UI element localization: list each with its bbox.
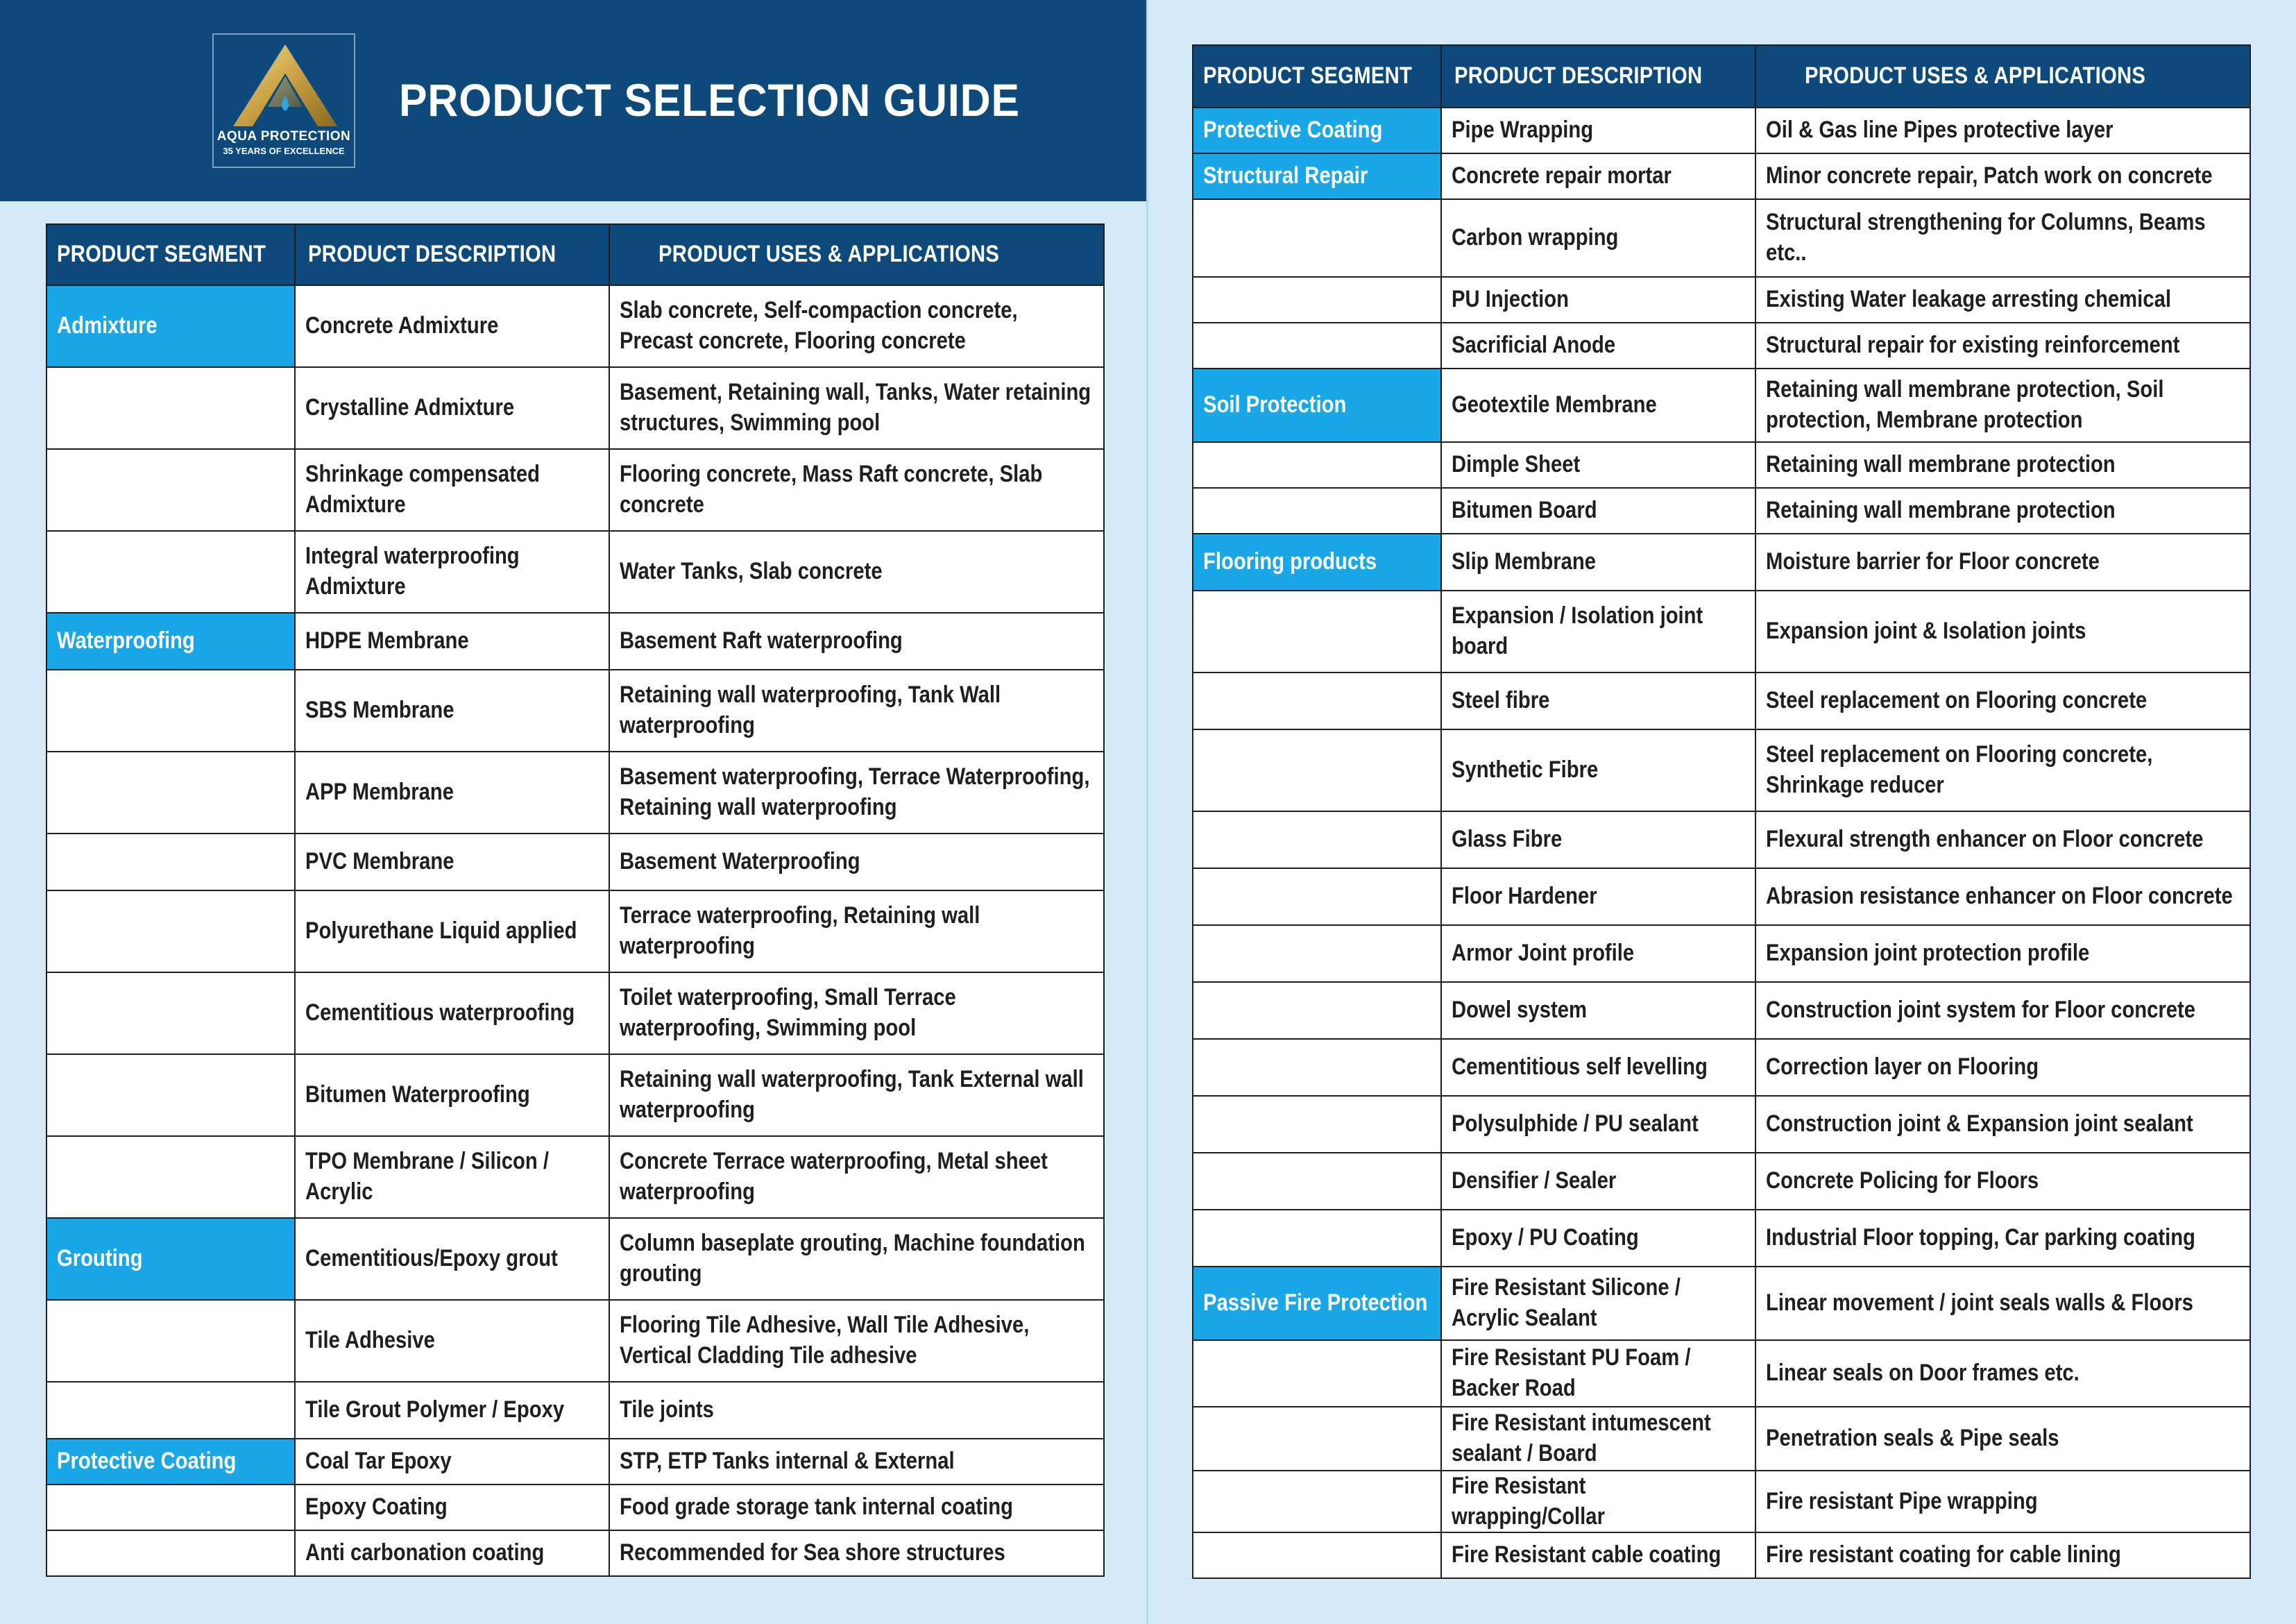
table-header-row [1193,45,2250,108]
table-row [1193,277,2250,323]
uses-cell: Flooring Tile Adhesive, Wall Tile Adhesive, Vertical Cladding Tile adhesive [609,1300,1104,1382]
table-row [46,1054,1104,1136]
description-cell: Glass Fibre [1441,811,1755,868]
brand-logo [212,33,355,168]
description-cell: Tile Grout Polymer / Epoxy [295,1382,609,1439]
description-cell: Concrete Admixture [295,285,609,367]
table-row [1193,1340,2250,1407]
table-row [46,613,1104,670]
description-cell: Epoxy / PU Coating [1441,1210,1755,1267]
uses-cell: Existing Water leakage arresting chemical [1755,277,2250,323]
description-cell: Fire Resistant cable coating [1441,1532,1755,1578]
segment-cell [1193,199,1441,277]
description-cell: Armor Joint profile [1441,925,1755,982]
description-cell: Sacrificial Anode [1441,323,1755,369]
segment-cell [1193,811,1441,868]
description-cell: APP Membrane [295,752,609,834]
segment-cell [1193,925,1441,982]
segment-cell [46,1485,295,1530]
description-cell: Fire Resistant intumescent sealant / Board [1441,1407,1755,1471]
table-row [1193,1267,2250,1340]
description-cell: Fire Resistant wrapping/Collar [1441,1471,1755,1532]
uses-cell: Slab concrete, Self-compaction concrete, Precast concrete, Flooring concrete [609,285,1104,367]
uses-cell: Penetration seals & Pipe seals [1755,1407,2250,1471]
segment-cell: Admixture [46,285,295,367]
segment-cell [1193,488,1441,534]
segment-cell [46,531,295,613]
table-row [1193,982,2250,1039]
uses-cell: Concrete Terrace waterproofing, Metal sheet waterproofing [609,1136,1104,1218]
table-row [1193,1210,2250,1267]
uses-cell: Minor concrete repair, Patch work on concrete [1755,153,2250,199]
header-product-description: PRODUCT DESCRIPTION [1441,45,1755,108]
segment-cell [1193,1471,1441,1532]
uses-cell: Expansion joint & Isolation joints [1755,591,2250,673]
description-cell: PU Injection [1441,277,1755,323]
segment-cell [1193,868,1441,925]
uses-cell: Linear seals on Door frames etc. [1755,1340,2250,1407]
segment-cell: Structural Repair [1193,153,1441,199]
table-row [1193,1532,2250,1578]
table-row [1193,488,2250,534]
uses-cell: Flooring concrete, Mass Raft concrete, Slab concrete [609,449,1104,531]
table-header-row [46,224,1104,285]
segment-cell: Waterproofing [46,613,295,670]
description-cell: SBS Membrane [295,670,609,752]
description-cell: Concrete repair mortar [1441,153,1755,199]
uses-cell: Moisture barrier for Floor concrete [1755,534,2250,591]
description-cell: Epoxy Coating [295,1485,609,1530]
description-cell: Integral waterproofing Admixture [295,531,609,613]
right-product-table [1192,44,2251,1579]
description-cell: HDPE Membrane [295,613,609,670]
uses-cell: Basement Raft waterproofing [609,613,1104,670]
uses-cell: STP, ETP Tanks internal & External [609,1439,1104,1485]
table-row [46,1136,1104,1218]
header-product-uses: PRODUCT USES & APPLICATIONS [609,224,1104,285]
segment-cell [46,890,295,972]
uses-cell: Column baseplate grouting, Machine foundation grouting [609,1218,1104,1300]
table-row [1193,153,2250,199]
description-cell: Dimple Sheet [1441,442,1755,488]
segment-cell [46,834,295,890]
description-cell: Bitumen Waterproofing [295,1054,609,1136]
segment-cell: Passive Fire Protection [1193,1267,1441,1340]
description-cell: Fire Resistant Silicone / Acrylic Sealant [1441,1267,1755,1340]
segment-cell [1193,1532,1441,1578]
uses-cell: Construction joint & Expansion joint sealant [1755,1096,2250,1153]
uses-cell: Retaining wall waterproofing, Tank Wall waterproofing [609,670,1104,752]
description-cell: Cementitious/Epoxy grout [295,1218,609,1300]
table-row [1193,1096,2250,1153]
segment-cell: Grouting [46,1218,295,1300]
table-row [46,670,1104,752]
segment-cell [1193,982,1441,1039]
segment-cell [1193,673,1441,729]
uses-cell: Structural repair for existing reinforcement [1755,323,2250,369]
segment-cell [46,1382,295,1439]
segment-cell [1193,729,1441,811]
table-row [1193,323,2250,369]
uses-cell: Retaining wall waterproofing, Tank External wall waterproofing [609,1054,1104,1136]
uses-cell: Expansion joint protection profile [1755,925,2250,982]
segment-cell [1193,1039,1441,1096]
uses-cell: Fire resistant coating for cable lining [1755,1532,2250,1578]
description-cell: PVC Membrane [295,834,609,890]
description-cell: Densifier / Sealer [1441,1153,1755,1210]
table-row [46,1485,1104,1530]
description-cell: Synthetic Fibre [1441,729,1755,811]
description-cell: Shrinkage compensated Admixture [295,449,609,531]
description-cell: Floor Hardener [1441,868,1755,925]
description-cell: TPO Membrane / Silicon / Acrylic [295,1136,609,1218]
table-row [46,1530,1104,1576]
segment-cell [1193,1407,1441,1471]
header-product-description: PRODUCT DESCRIPTION [295,224,609,285]
uses-cell: Basement waterproofing, Terrace Waterproofing, Retaining wall waterproofing [609,752,1104,834]
description-cell: Polysulphide / PU sealant [1441,1096,1755,1153]
segment-cell [1193,442,1441,488]
description-cell: Coal Tar Epoxy [295,1439,609,1485]
table-row [1193,729,2250,811]
table-row [1193,1407,2250,1471]
segment-cell [1193,277,1441,323]
header-product-segment: PRODUCT SEGMENT [1193,45,1441,108]
table-row [46,834,1104,890]
table-row [46,531,1104,613]
segment-cell [46,367,295,449]
uses-cell: Steel replacement on Flooring concrete, Shrinkage reducer [1755,729,2250,811]
uses-cell: Water Tanks, Slab concrete [609,531,1104,613]
uses-cell: Flexural strength enhancer on Floor concrete [1755,811,2250,868]
table-row [1193,1153,2250,1210]
uses-cell: Construction joint system for Floor concrete [1755,982,2250,1039]
uses-cell: Recommended for Sea shore structures [609,1530,1104,1576]
description-cell: Polyurethane Liquid applied [295,890,609,972]
table-row [1193,108,2250,153]
uses-cell: Steel replacement on Flooring concrete [1755,673,2250,729]
uses-cell: Linear movement / joint seals walls & Floors [1755,1267,2250,1340]
uses-cell: Concrete Policing for Floors [1755,1153,2250,1210]
uses-cell: Food grade storage tank internal coating [609,1485,1104,1530]
table-row [1193,673,2250,729]
left-product-table [46,223,1105,1577]
table-row [46,1218,1104,1300]
table-row [46,285,1104,367]
table-row [46,890,1104,972]
description-cell: Anti carbonation coating [295,1530,609,1576]
table-row [1193,868,2250,925]
uses-cell: Industrial Floor topping, Car parking coating [1755,1210,2250,1267]
header-product-segment: PRODUCT SEGMENT [46,224,295,285]
table-row [1193,199,2250,277]
uses-cell: Basement Waterproofing [609,834,1104,890]
segment-cell [1193,1340,1441,1407]
description-cell: Carbon wrapping [1441,199,1755,277]
triangle-logo-icon [214,35,357,132]
description-cell: Bitumen Board [1441,488,1755,534]
table-row [1193,1039,2250,1096]
table-row [46,367,1104,449]
segment-cell [46,1136,295,1218]
description-cell: Dowel system [1441,982,1755,1039]
description-cell: Fire Resistant PU Foam / Backer Road [1441,1340,1755,1407]
uses-cell: Oil & Gas line Pipes protective layer [1755,108,2250,153]
table-row [46,1300,1104,1382]
segment-cell [46,1300,295,1382]
segment-cell [1193,591,1441,673]
description-cell: Cementitious waterproofing [295,972,609,1054]
segment-cell [1193,1153,1441,1210]
segment-cell: Flooring products [1193,534,1441,591]
logo-tagline: 35 YEARS OF EXCELLENCE [223,146,345,156]
table-row [46,972,1104,1054]
table-row [46,1382,1104,1439]
segment-cell: Protective Coating [46,1439,295,1485]
description-cell: Cementitious self levelling [1441,1039,1755,1096]
segment-cell [1193,323,1441,369]
segment-cell: Soil Protection [1193,369,1441,442]
segment-cell [1193,1210,1441,1267]
segment-cell [1193,1096,1441,1153]
table-row [1193,925,2250,982]
uses-cell: Terrace waterproofing, Retaining wall waterproofing [609,890,1104,972]
table-row [1193,534,2250,591]
uses-cell: Retaining wall membrane protection [1755,488,2250,534]
table-row [46,752,1104,834]
header-band [0,0,1146,201]
description-cell: Geotextile Membrane [1441,369,1755,442]
uses-cell: Basement, Retaining wall, Tanks, Water retaining structures, Swimming pool [609,367,1104,449]
description-cell: Steel fibre [1441,673,1755,729]
segment-cell [46,972,295,1054]
table-row [1193,369,2250,442]
description-cell: Slip Membrane [1441,534,1755,591]
segment-cell [46,670,295,752]
logo-name: AQUA PROTECTION [216,129,351,144]
header-product-uses: PRODUCT USES & APPLICATIONS [1755,45,2250,108]
uses-cell: Retaining wall membrane protection [1755,442,2250,488]
description-cell: Tile Adhesive [295,1300,609,1382]
uses-cell: Retaining wall membrane protection, Soil protection, Membrane protection [1755,369,2250,442]
table-row [1193,442,2250,488]
page-title: PRODUCT SELECTION GUIDE [399,74,1020,126]
table-row [1193,1471,2250,1532]
segment-cell: Protective Coating [1193,108,1441,153]
description-cell: Pipe Wrapping [1441,108,1755,153]
table-row [1193,811,2250,868]
uses-cell: Correction layer on Flooring [1755,1039,2250,1096]
uses-cell: Tile joints [609,1382,1104,1439]
uses-cell: Toilet waterproofing, Small Terrace waterproofing, Swimming pool [609,972,1104,1054]
description-cell: Crystalline Admixture [295,367,609,449]
uses-cell: Abrasion resistance enhancer on Floor concrete [1755,868,2250,925]
table-row [46,1439,1104,1485]
segment-cell [46,449,295,531]
table-row [1193,591,2250,673]
segment-cell [46,1530,295,1576]
uses-cell: Structural strengthening for Columns, Beams etc.. [1755,199,2250,277]
uses-cell: Fire resistant Pipe wrapping [1755,1471,2250,1532]
segment-cell [46,752,295,834]
description-cell: Expansion / Isolation joint board [1441,591,1755,673]
segment-cell [46,1054,295,1136]
table-row [46,449,1104,531]
